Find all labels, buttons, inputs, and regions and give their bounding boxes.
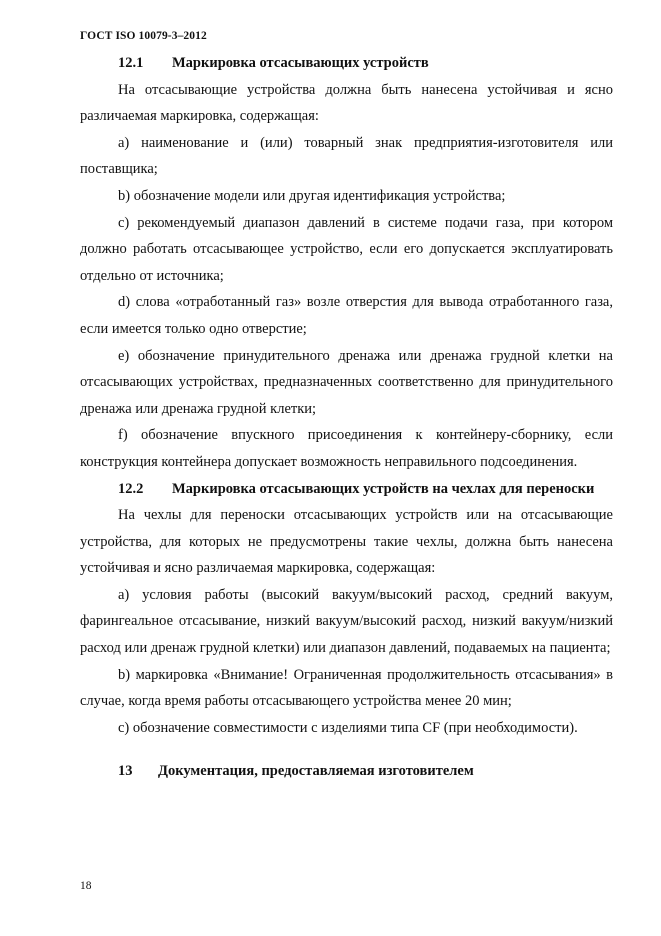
section-heading-13 — [80, 758, 613, 785]
list-item-d: d) слова «отработанный газ» возле отверстия для вывода отработанного газа, если имеется только одно отверстие; — [80, 294, 613, 337]
list-item-c: с) обозначение совместимости с изделиями типа CF (при необходимости). — [118, 719, 578, 736]
section-title: Маркировка отсасывающих устройств на чехлах для переноски — [172, 480, 595, 497]
list-item-a: а) наименование и (или) товарный знак предприятия-изготовителя или поставщика; — [80, 134, 613, 178]
section-number: 12.1 — [118, 55, 144, 71]
section-heading-12-2 — [80, 476, 613, 503]
paragraph: На чехлы для переноски отсасывающих устройств или на отсасывающие устройства, для которых не предусмотрены такие чехлы, должна быть нанесена устойчивая и ясно различаемая маркировка, содержащая: — [80, 507, 613, 577]
list-item-e: е) обозначение принудительного дренажа или дренажа грудной клетки на отсасывающих устройствах, предназначенных соответственно для принудительного дренажа или дренажа грудной клетки; — [80, 347, 613, 417]
list-item-b: b) маркировка «Внимание! Ограниченная продолжительность отсасывания» в случае, когда время работы отсасывающего устройства менее 20 мин; — [80, 666, 613, 710]
page-header-standard-id: ГОСТ ISO 10079-3–2012 — [80, 30, 207, 42]
list-item-b: b) обозначение модели или другая идентификация устройства; — [118, 187, 506, 204]
document-body — [80, 50, 613, 785]
list-item-f: f) обозначение впускного присоединения к контейнеру-сборнику, если конструкция контейнера допускает возможность неправильного подсоединения. — [80, 427, 613, 470]
section-number: 12.2 — [118, 480, 144, 497]
list-item-c: с) рекомендуемый диапазон давлений в системе подачи газа, при котором должно работать отсасывающее устройство, если его допускается эксплуатировать отдельно от источника; — [80, 214, 613, 284]
paragraph: На отсасывающие устройства должна быть нанесена устойчивая и ясно различаемая маркировка, содержащая: — [80, 81, 613, 125]
section-title: Маркировка отсасывающих устройств — [172, 55, 429, 71]
section-title: Документация, предоставляемая изготовителем — [158, 763, 474, 780]
list-item-a: а) условия работы (высокий вакуум/высокий расход, средний вакуум, фарингеальное отсасывание, низкий вакуум/высокий расход, низкий вакуум/низкий расход или дренаж грудной клетки) или диапазон давлений, подаваемых на пациента; — [80, 586, 613, 657]
section-number: 13 — [118, 763, 133, 780]
page-number: 18 — [80, 880, 92, 892]
section-heading-12-1 — [80, 50, 613, 77]
